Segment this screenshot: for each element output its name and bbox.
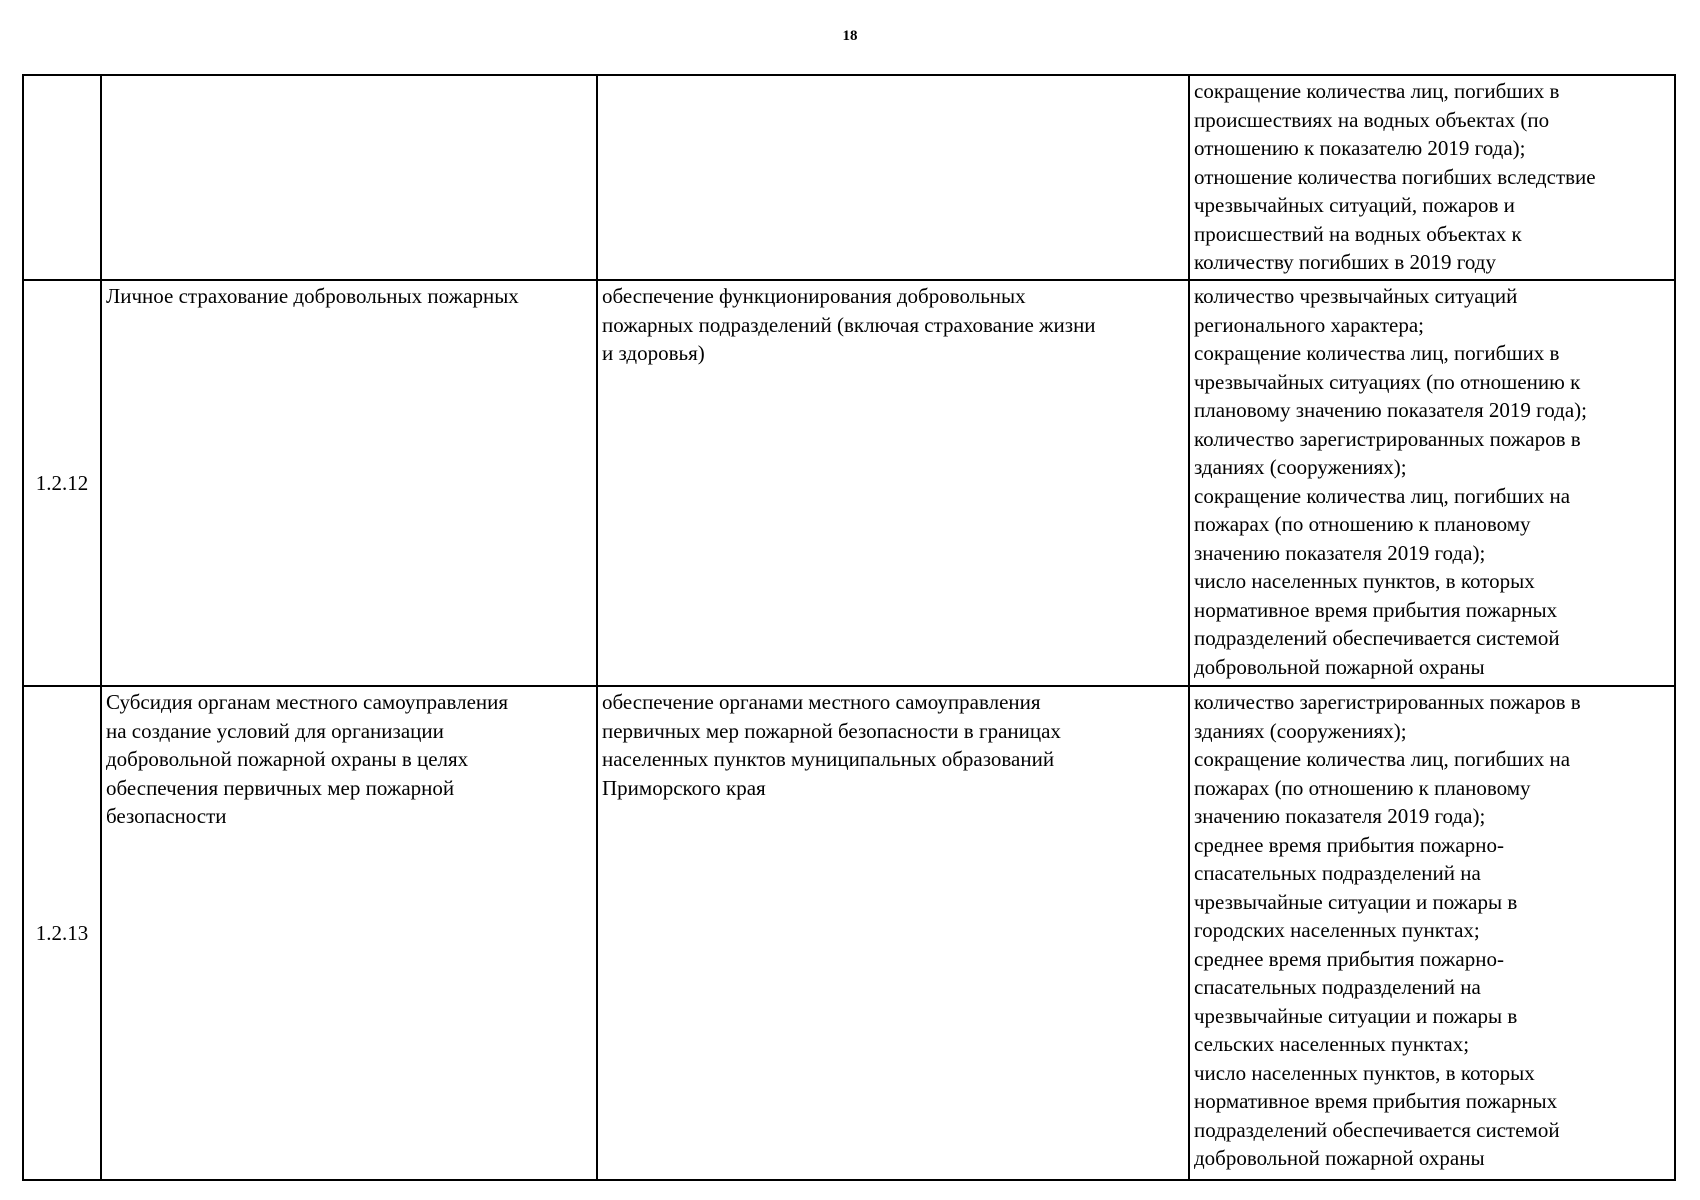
indicators-cell xyxy=(1189,75,1675,280)
indicators-line: зданиях (сооружениях); xyxy=(1194,455,1407,479)
measure-description-cell xyxy=(597,75,1189,280)
table-row xyxy=(23,686,1675,1180)
indicators-line: значению показателя 2019 года); xyxy=(1194,804,1486,828)
indicators-line: добровольной пожарной охраны xyxy=(1194,1146,1485,1170)
indicators-line: регионального характера; xyxy=(1194,312,1424,337)
measures-table xyxy=(22,74,1676,1181)
indicators-line: пожарах (по отношению к плановому xyxy=(1194,775,1531,800)
title-line: Субсидия органам местного самоуправления xyxy=(106,690,509,714)
title-line: Личное страхование добровольных пожарных xyxy=(106,284,519,308)
indicators-line: сельских населенных пунктах; xyxy=(1194,1032,1470,1056)
title-line: на создание условий для организации xyxy=(106,718,444,743)
indicators-line: число населенных пунктов, в которых xyxy=(1194,1060,1535,1085)
indicators-line: происшествий на водных объектах к xyxy=(1194,221,1522,246)
indicators-line: подразделений обеспечивается системой xyxy=(1194,626,1560,650)
indicators-line: сокращение количества лиц, погибших на xyxy=(1194,483,1571,508)
indicators-cell xyxy=(1189,686,1675,1180)
indicators-line: сокращение количества лиц, погибших на xyxy=(1194,747,1571,771)
indicators-line: отношение количества погибших вследствие xyxy=(1194,164,1596,189)
indicators-line: чрезвычайные ситуации и пожары в xyxy=(1194,889,1518,914)
description-line: обеспечение функционирования добровольных xyxy=(602,284,1026,308)
indicators-line: среднее время прибытия пожарно- xyxy=(1194,946,1504,971)
indicators-line: подразделений обеспечивается системой xyxy=(1194,1117,1560,1142)
indicators-cell xyxy=(1189,280,1675,686)
indicators-line: спасательных подразделений на xyxy=(1194,975,1481,999)
indicators-line: добровольной пожарной охраны xyxy=(1194,654,1485,679)
indicators-line: число населенных пунктов, в которых xyxy=(1194,569,1535,593)
indicators-line: количество зарегистрированных пожаров в xyxy=(1194,690,1581,714)
indicators-line: сокращение количества лиц, погибших в xyxy=(1194,341,1560,365)
indicators-line: количество чрезвычайных ситуаций xyxy=(1194,284,1518,308)
row-number-cell: 1.2.13 xyxy=(23,686,101,1180)
measure-title-cell xyxy=(101,280,597,686)
indicators-line: количеству погибших в 2019 году xyxy=(1194,250,1496,274)
indicators-line: количество зарегистрированных пожаров в xyxy=(1194,426,1581,451)
row-number-cell: 1.2.12 xyxy=(23,280,101,686)
indicators-line: зданиях (сооружениях); xyxy=(1194,718,1407,743)
indicators-line: пожарах (по отношению к плановому xyxy=(1194,512,1531,536)
description-line: Приморского края xyxy=(602,775,766,800)
description-line: населенных пунктов муниципальных образований xyxy=(602,747,1055,771)
indicators-line: отношению к показателю 2019 года); xyxy=(1194,136,1526,160)
indicators-line: городских населенных пунктах; xyxy=(1194,918,1480,942)
indicators-line: плановому значению показателя 2019 года); xyxy=(1194,398,1587,422)
measure-description-cell xyxy=(597,280,1189,686)
measure-title-cell xyxy=(101,686,597,1180)
table-row xyxy=(23,280,1675,686)
indicators-line: чрезвычайных ситуаций, пожаров и xyxy=(1194,193,1515,217)
indicators-line: происшествиях на водных объектах (по xyxy=(1194,107,1550,132)
indicators-line: чрезвычайных ситуациях (по отношению к xyxy=(1194,369,1581,394)
table-row xyxy=(23,75,1675,280)
description-line: первичных мер пожарной безопасности в границах xyxy=(602,718,1061,743)
title-line: добровольной пожарной охраны в целях xyxy=(106,747,469,771)
description-line: и здоровья) xyxy=(602,341,705,365)
indicators-line: значению показателя 2019 года); xyxy=(1194,540,1486,565)
indicators-line: нормативное время прибытия пожарных xyxy=(1194,1089,1558,1113)
row-number-cell xyxy=(23,75,101,280)
indicators-line: нормативное время прибытия пожарных xyxy=(1194,597,1558,622)
indicators-line: чрезвычайные ситуации и пожары в xyxy=(1194,1003,1518,1028)
title-line: безопасности xyxy=(106,804,227,828)
measure-description-cell xyxy=(597,686,1189,1180)
page-number: 18 xyxy=(842,28,858,44)
measure-title-cell xyxy=(101,75,597,280)
indicators-line: спасательных подразделений на xyxy=(1194,861,1481,885)
indicators-line: сокращение количества лиц, погибших в xyxy=(1194,79,1560,103)
description-line: обеспечение органами местного самоуправления xyxy=(602,690,1041,714)
description-line: пожарных подразделений (включая страхование жизни xyxy=(602,312,1096,337)
title-line: обеспечения первичных мер пожарной xyxy=(106,775,455,800)
indicators-line: среднее время прибытия пожарно- xyxy=(1194,832,1504,857)
